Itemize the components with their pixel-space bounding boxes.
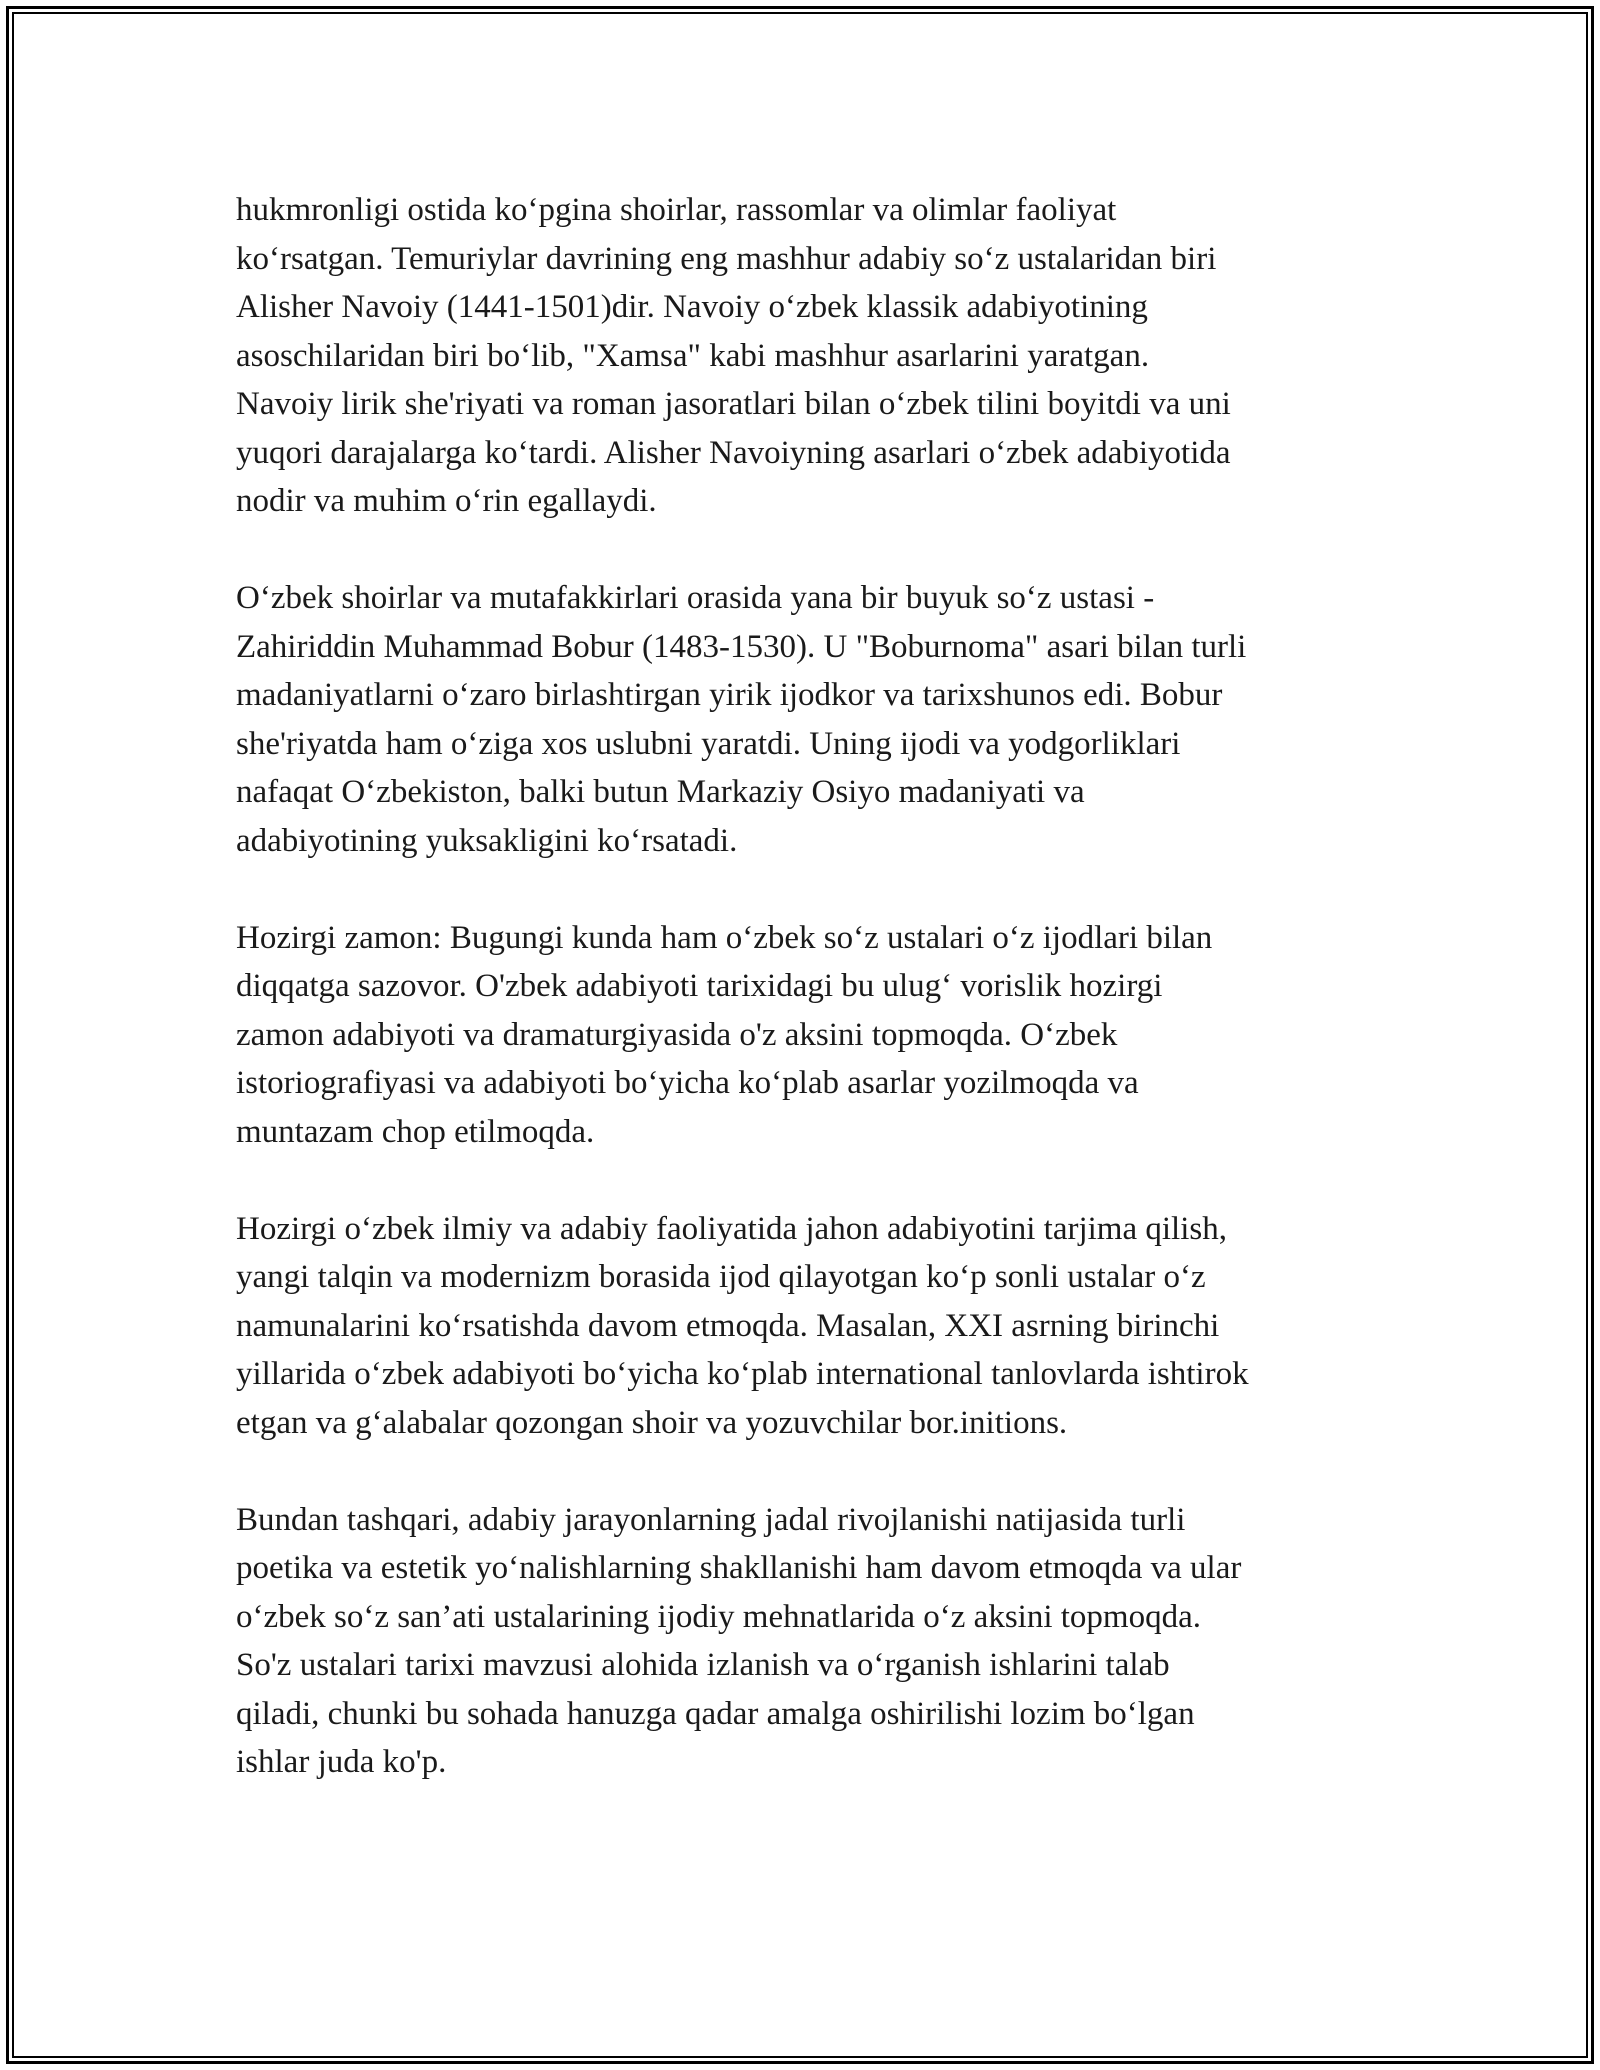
text-line: diqqatga sazovor. O'zbek adabiyoti tarixidagi bu ulug‘ vorislik hozirgi: [236, 968, 1163, 1004]
text-line: muntazam chop etilmoqda.: [236, 1113, 595, 1150]
paragraph-4: [236, 1205, 1376, 1448]
text-line: o‘zbek so‘z san’ati ustalarining ijodiy mehnatlarida o‘z aksini topmoqda.: [236, 1598, 1201, 1635]
text-line: So'z ustalari tarixi mavzusi alohida izlanish va o‘rganish ishlarini talab: [236, 1647, 1170, 1683]
text-line: hukmronligi ostida ko‘pgina shoirlar, rassomlar va olimlar faoliyat: [236, 192, 1117, 228]
text-line: qiladi, chunki bu sohada hanuzga qadar amalga oshirilishi lozim bo‘lgan: [236, 1695, 1195, 1732]
document-body: [236, 186, 1376, 1835]
text-line: namunalarini ko‘rsatishda davom etmoqda. Masalan, XXI asrning birinchi: [236, 1307, 1220, 1344]
text-line: nafaqat O‘zbekiston, balki butun Markaziy Osiyo madaniyati va: [236, 774, 1085, 810]
paragraph-1: [236, 186, 1376, 526]
text-line: nodir va muhim o‘rin egallaydi.: [236, 483, 657, 519]
text-line: Alisher Navoiy (1441-1501)dir. Navoiy o‘zbek klassik adabiyotining: [236, 289, 1148, 325]
text-line: Zahiriddin Muhammad Bobur (1483-1530). U "Boburnoma" asari bilan turli: [236, 628, 1247, 665]
text-line: madaniyatlarni o‘zaro birlashtirgan yirik ijodkor va tarixshunos edi. Bobur: [236, 677, 1223, 713]
text-line: O‘zbek shoirlar va mutafakkirlari orasida yana bir buyuk so‘z ustasi -: [236, 580, 1155, 616]
text-line: yillarida o‘zbek adabiyoti bo‘yicha ko‘plab international tanlovlarda ishtirok: [236, 1356, 1249, 1392]
text-line: ko‘rsatgan. Temuriylar davrining eng mashhur adabiy so‘z ustalaridan biri: [236, 240, 1217, 277]
paragraph-5: [236, 1496, 1376, 1787]
text-line: she'riyatda ham o‘ziga xos uslubni yaratdi. Uning ijodi va yodgorliklari: [236, 725, 1181, 762]
text-line: Navoiy lirik she'riyati va roman jasoratlari bilan o‘zbek tilini boyitdi va uni: [236, 386, 1231, 422]
text-line: istoriografiyasi va adabiyoti bo‘yicha ko‘plab asarlar yozilmoqda va: [236, 1065, 1139, 1101]
text-line: etgan va g‘alabalar qozongan shoir va yozuvchilar bor.initions.: [236, 1404, 1068, 1441]
text-line: Hozirgi zamon: Bugungi kunda ham o‘zbek so‘z ustalari o‘z ijodlari bilan: [236, 919, 1213, 956]
text-line: Bundan tashqari, adabiy jarayonlarning jadal rivojlanishi natijasida turli: [236, 1501, 1186, 1538]
paragraph-3: [236, 914, 1376, 1157]
text-line: zamon adabiyoti va dramaturgiyasida o'z aksini topmoqda. O‘zbek: [236, 1016, 1118, 1053]
text-line: adabiyotining yuksakligini ko‘rsatadi.: [236, 822, 738, 859]
text-line: poetika va estetik yo‘nalishlarning shakllanishi ham davom etmoqda va ular: [236, 1550, 1242, 1586]
paragraph-2: [236, 574, 1376, 865]
text-line: yangi talqin va modernizm borasida ijod qilayotgan ko‘p sonli ustalar o‘z: [236, 1259, 1206, 1295]
text-line: Hozirgi o‘zbek ilmiy va adabiy faoliyatida jahon adabiyotini tarjima qilish,: [236, 1210, 1227, 1247]
text-line: asoschilaridan biri bo‘lib, "Xamsa" kabi mashhur asarlarini yaratgan.: [236, 337, 1150, 374]
text-line: yuqori darajalarga ko‘tardi. Alisher Navoiyning asarlari o‘zbek adabiyotida: [236, 434, 1231, 471]
text-line: ishlar juda ko'p.: [236, 1744, 447, 1780]
